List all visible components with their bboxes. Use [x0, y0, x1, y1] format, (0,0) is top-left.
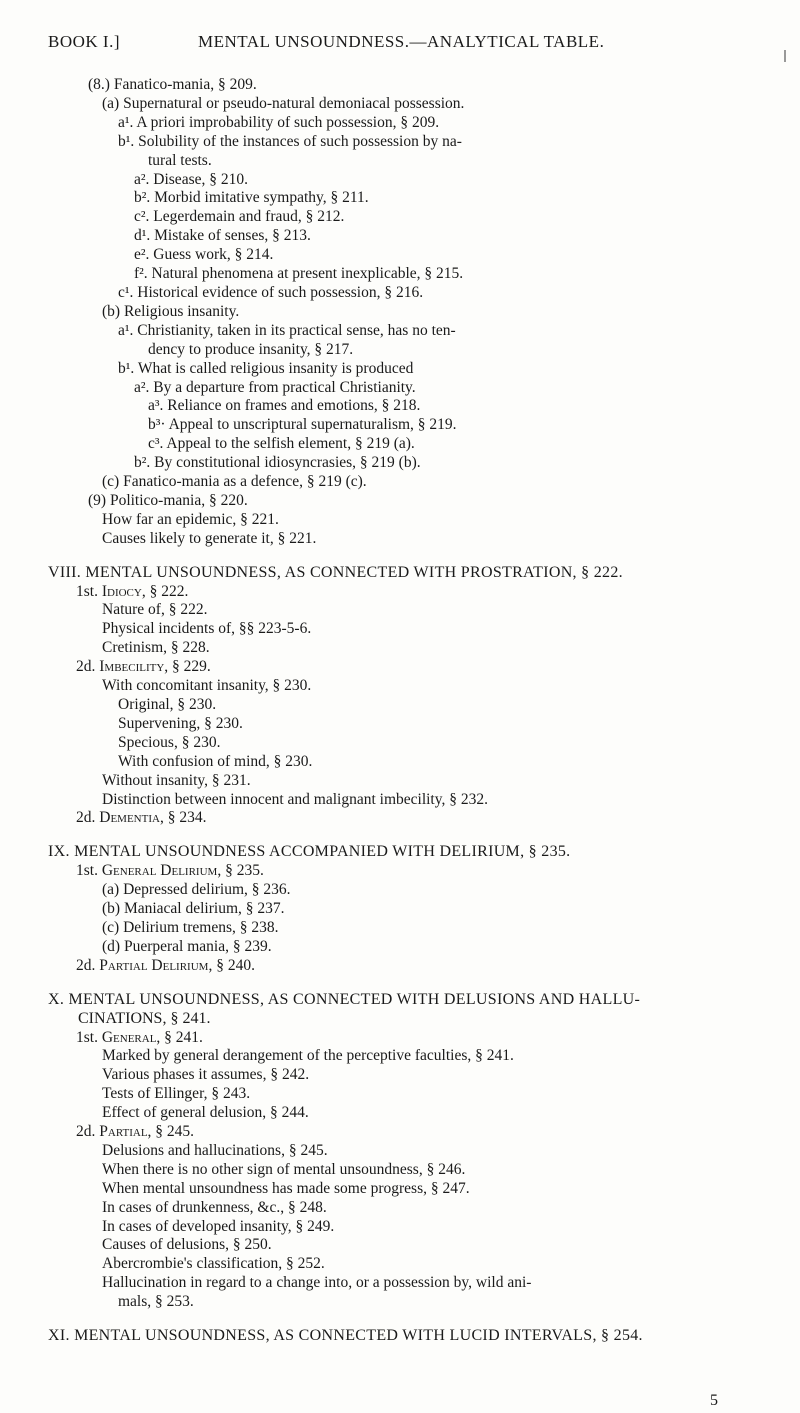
outline-line: d¹. Mistake of senses, § 213. — [134, 227, 311, 245]
subsection-number: 2d. — [76, 658, 96, 676]
subsection-ref: , § 222. — [141, 582, 189, 600]
subsection-label: Partial Delirium — [99, 956, 209, 974]
outline-line: a³. Reliance on frames and emotions, § 218. — [148, 397, 421, 415]
subsection-label: Dementia — [99, 809, 160, 827]
outline-line: Abercrombie's classification, § 252. — [102, 1255, 325, 1273]
subsection-ref: , § 245. — [147, 1123, 195, 1141]
outline-line: b¹. What is called religious insanity is produced — [118, 359, 414, 377]
subsection-label: Partial — [99, 1123, 148, 1141]
subsection-label: General Delirium — [101, 862, 218, 880]
outline-line: In cases of drunkenness, &c., § 248. — [102, 1198, 327, 1216]
outline-line: b². Morbid imitative sympathy, § 211. — [134, 189, 369, 207]
outline-line: (b) Religious insanity. — [102, 302, 240, 320]
outline-line: (9) Politico-mania, § 220. — [88, 491, 248, 509]
outline-line: Distinction between innocent and malignant imbecility, § 232. — [102, 790, 488, 808]
outline-line: Without insanity, § 231. — [102, 771, 251, 789]
outline-line: Tests of Ellinger, § 243. — [102, 1085, 251, 1103]
outline-line: (c) Delirium tremens, § 238. — [102, 918, 279, 936]
subsection-number: 2d. — [76, 1123, 96, 1141]
outline-line: In cases of developed insanity, § 249. — [102, 1217, 335, 1235]
analytical-table — [48, 76, 768, 1346]
outline-line: Causes likely to generate it, § 221. — [102, 529, 317, 547]
outline-line: Cretinism, § 228. — [102, 639, 210, 657]
outline-line: (c) Fanatico-mania as a defence, § 219 (c). — [102, 473, 367, 491]
subsection-title — [48, 809, 768, 828]
outline-line: mals, § 253. — [118, 1293, 194, 1311]
outline-line: With confusion of mind, § 230. — [118, 752, 313, 770]
outline-line: How far an epidemic, § 221. — [102, 510, 279, 528]
subsection-ref: , § 235. — [217, 862, 264, 880]
outline-line: (8.) Fanatico-mania, § 209. — [88, 76, 257, 93]
outline-line: Original, § 230. — [118, 696, 217, 713]
subsection-ref: , § 229. — [164, 658, 211, 676]
page-number: 5 — [710, 1392, 718, 1409]
outline-line: Causes of delusions, § 250. — [102, 1236, 272, 1254]
subsection-ref: , § 241. — [156, 1028, 203, 1046]
page-title: MENTAL UNSOUNDNESS.—ANALYTICAL TABLE. — [198, 32, 605, 51]
outline-line: When mental unsoundness has made some progress, § 247. — [102, 1179, 470, 1197]
subsection-number: 2d. — [76, 956, 96, 974]
margin-mark — [784, 50, 786, 62]
outline-line: (b) Maniacal delirium, § 237. — [102, 900, 285, 918]
outline-line: b³· Appeal to unscriptural supernaturalism, § 219. — [148, 416, 457, 434]
outline-line: When there is no other sign of mental unsoundness, § 246. — [102, 1160, 466, 1178]
outline-line: a². Disease, § 210. — [134, 170, 248, 188]
outline-line: c¹. Historical evidence of such possession, § 216. — [118, 283, 424, 301]
outline-line: a². By a departure from practical Christianity. — [134, 378, 416, 396]
outline-line: Effect of general delusion, § 244. — [102, 1104, 309, 1122]
outline-line: Marked by general derangement of the perceptive faculties, § 241. — [102, 1047, 514, 1065]
outline-line: Supervening, § 230. — [118, 714, 243, 732]
outline-line: Physical incidents of, §§ 223-5-6. — [102, 620, 312, 638]
subsection-title — [48, 658, 768, 677]
outline-line: Various phases it assumes, § 242. — [102, 1066, 310, 1084]
outline-line: b¹. Solubility of the instances of such possession by na- — [118, 132, 462, 150]
book-label: BOOK I.] — [48, 32, 120, 51]
subsection-ref: , § 240. — [208, 956, 255, 974]
outline-line: c². Legerdemain and fraud, § 212. — [134, 208, 345, 226]
outline-line: With concomitant insanity, § 230. — [102, 677, 312, 695]
subsection-title — [48, 583, 768, 602]
subsection-ref: , § 234. — [159, 809, 207, 827]
outline-line: b². By constitutional idiosyncrasies, § 219 (b). — [134, 454, 421, 472]
outline-line: c³. Appeal to the selfish element, § 219 (a). — [148, 435, 415, 453]
subsection-title — [48, 862, 768, 881]
section-heading: IX. MENTAL UNSOUNDNESS ACCOMPANIED WITH DELIRIUM, § 235. — [48, 843, 571, 861]
outline-line: (d) Puerperal mania, § 239. — [102, 937, 272, 955]
outline-line: a¹. A priori improbability of such possession, § 209. — [118, 113, 440, 131]
section-heading: XI. MENTAL UNSOUNDNESS, AS CONNECTED WITH LUCID INTERVALS, § 254. — [48, 1327, 643, 1345]
outline-line: e². Guess work, § 214. — [134, 246, 274, 264]
outline-line: tural tests. — [148, 151, 212, 169]
outline-line: f². Natural phenomena at present inexplicable, § 215. — [134, 265, 464, 283]
outline-line: Delusions and hallucinations, § 245. — [102, 1141, 328, 1159]
subsection-label: Imbecility — [99, 658, 165, 676]
subsection-label: General — [101, 1028, 157, 1046]
subsection-number: 2d. — [76, 809, 96, 827]
outline-line: Specious, § 230. — [118, 733, 221, 751]
subsection-title — [48, 1029, 768, 1048]
outline-line: Hallucination in regard to a change into, or a possession by, wild ani- — [102, 1274, 532, 1292]
outline-line: dency to produce insanity, § 217. — [148, 340, 354, 358]
section-heading-continued: CINATIONS, § 241. — [78, 1009, 211, 1027]
subsection-number: 1st. — [76, 1028, 98, 1046]
outline-line: Nature of, § 222. — [102, 601, 208, 619]
section-heading: VIII. MENTAL UNSOUNDNESS, AS CONNECTED WITH PROSTRATION, § 222. — [48, 563, 623, 581]
outline-line: (a) Depressed delirium, § 236. — [102, 881, 291, 899]
subsection-title — [48, 957, 768, 976]
section-heading: X. MENTAL UNSOUNDNESS, AS CONNECTED WITH DELUSIONS AND HALLU- — [48, 990, 641, 1008]
outline-line: a¹. Christianity, taken in its practical sense, has no ten- — [118, 321, 456, 339]
subsection-number: 1st. — [76, 862, 98, 880]
subsection-title — [48, 1123, 768, 1142]
outline-line: (a) Supernatural or pseudo-natural demoniacal possession. — [102, 94, 465, 112]
subsection-number: 1st. — [76, 582, 98, 600]
subsection-label: Idiocy — [101, 582, 142, 600]
